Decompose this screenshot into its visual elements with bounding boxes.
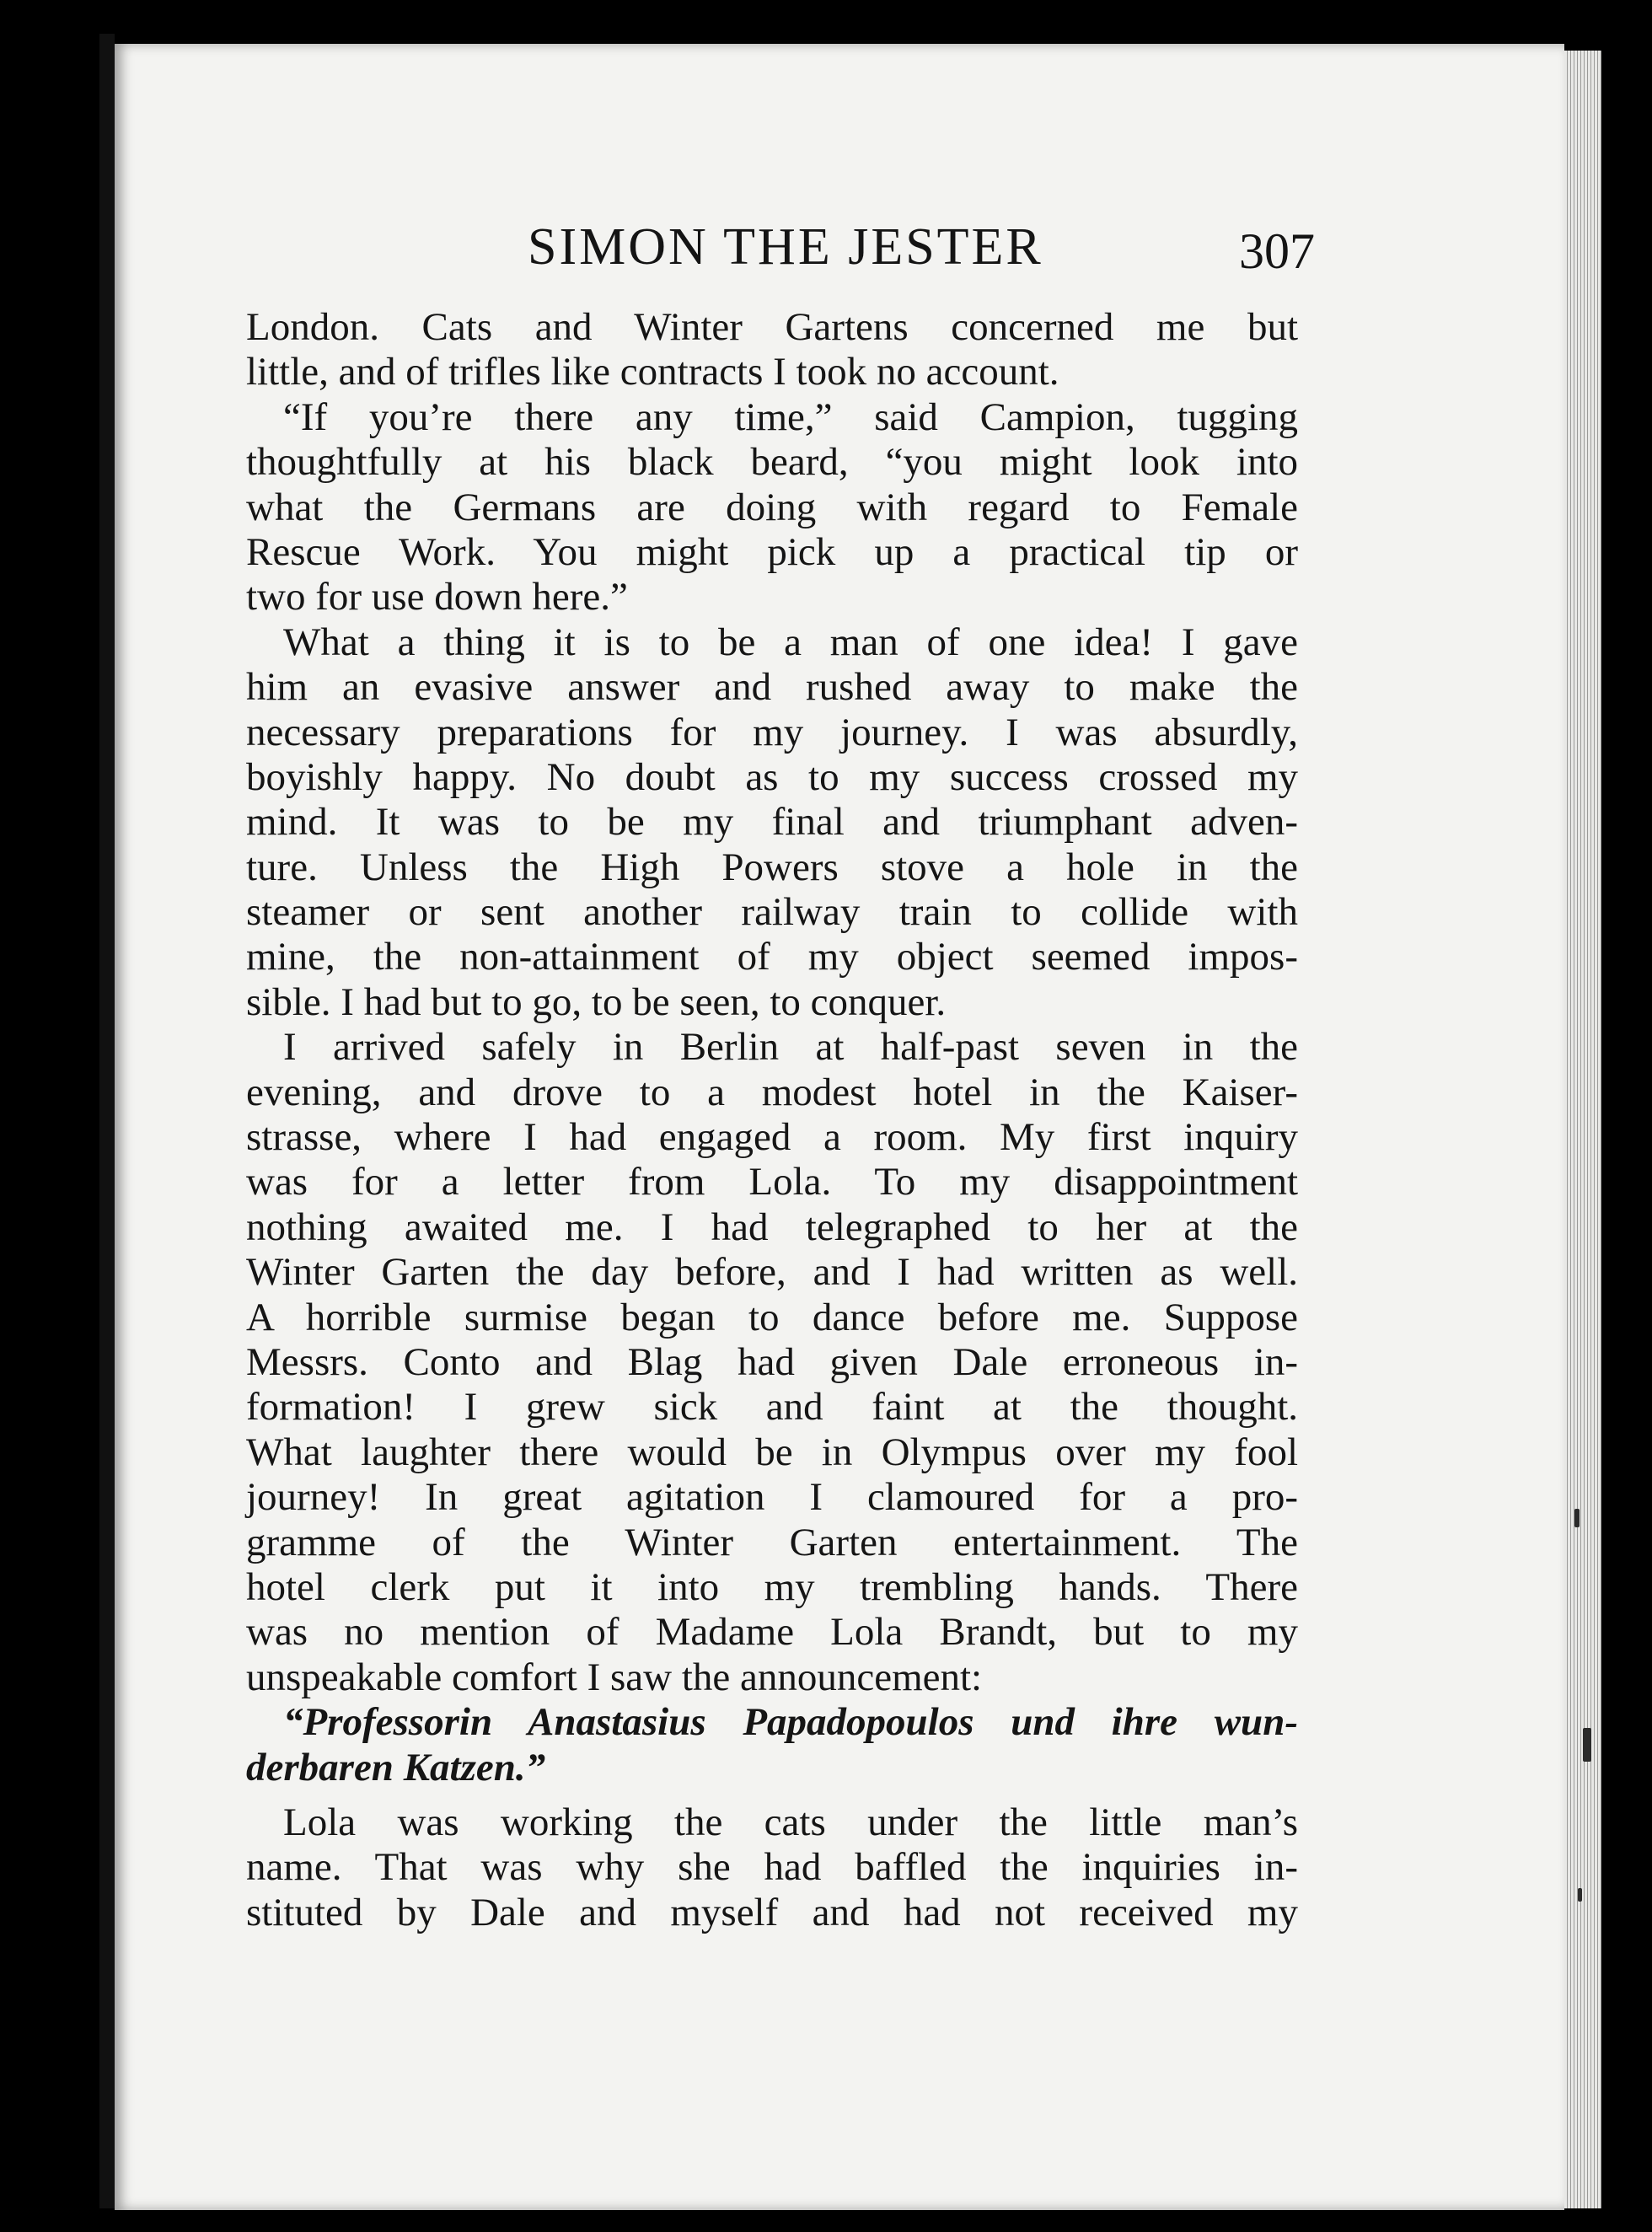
text-line: strasse, where I had engaged a room. My first inquiry bbox=[246, 1115, 1298, 1160]
scan-speck bbox=[1578, 1888, 1582, 1902]
text-line: was for a letter from Lola. To my disappointment bbox=[246, 1160, 1298, 1205]
text-line: two for use down here.” bbox=[246, 575, 628, 620]
book-spine-edge bbox=[99, 34, 115, 2208]
text-line: What laughter there would be in Olympus over my fool bbox=[246, 1430, 1298, 1474]
text-line: A horrible surmise began to dance before me. Suppose bbox=[246, 1295, 1298, 1339]
text-line-quote: derbaren Katzen.” bbox=[246, 1745, 546, 1789]
scan-border-right bbox=[1601, 0, 1652, 2232]
page-number: 307 bbox=[1239, 223, 1315, 279]
text-line: steamer or sent another railway train to collide with bbox=[246, 890, 1298, 935]
text-line: sible. I had but to go, to be seen, to conquer. bbox=[246, 979, 947, 1024]
text-line: mine, the non-attainment of my object seemed impos- bbox=[246, 935, 1298, 979]
text-line: “If you’re there any time,” said Campion, tugging bbox=[283, 394, 1298, 439]
text-line: journey! In great agitation I clamoured for a pro- bbox=[246, 1475, 1298, 1520]
scan-speck bbox=[1583, 1728, 1591, 1762]
text-line: gramme of the Winter Garten entertainment. The bbox=[246, 1520, 1298, 1564]
scan-speck bbox=[1574, 1509, 1580, 1527]
scan-border-top bbox=[0, 0, 1652, 51]
text-line: name. That was why she had baffled the inquiries in- bbox=[246, 1845, 1298, 1890]
text-line: London. Cats and Winter Gartens concerned me but bbox=[246, 305, 1298, 349]
text-line: formation! I grew sick and faint at the thought. bbox=[246, 1385, 1298, 1430]
running-head-title: SIMON THE JESTER bbox=[528, 218, 1043, 276]
text-line: him an evasive answer and rushed away to make the bbox=[246, 665, 1298, 710]
text-line: evening, and drove to a modest hotel in the Kaiser- bbox=[246, 1070, 1298, 1114]
text-line: ture. Unless the High Powers stove a hole in the bbox=[246, 845, 1298, 889]
text-line: was no mention of Madame Lola Brandt, but to my bbox=[246, 1610, 1298, 1655]
text-line: necessary preparations for my journey. I was absurdly, bbox=[246, 710, 1298, 754]
body-text bbox=[246, 305, 1298, 1935]
text-line: Rescue Work. You might pick up a practical tip or bbox=[246, 529, 1298, 574]
text-line: I arrived safely in Berlin at half-past seven in the bbox=[283, 1025, 1298, 1070]
text-line: mind. It was to be my final and triumphant adven- bbox=[246, 800, 1298, 845]
text-line: thoughtfully at his black beard, “you might look into bbox=[246, 440, 1298, 485]
text-line: unspeakable comfort I saw the announcement: bbox=[246, 1655, 983, 1699]
text-line: Messrs. Conto and Blag had given Dale erroneous in- bbox=[246, 1339, 1298, 1384]
text-line: little, and of trifles like contracts I took no account. bbox=[246, 350, 1059, 394]
text-line-quote: “Professorin Anastasius Papadopoulos und ihre wun- bbox=[283, 1700, 1298, 1745]
text-line: What a thing it is to be a man of one idea! I gave bbox=[283, 620, 1298, 664]
text-line: boyishly happy. No doubt as to my success crossed my bbox=[246, 754, 1298, 799]
paragraph-gap bbox=[246, 1790, 1298, 1800]
text-line: stituted by Dale and myself and had not received my bbox=[246, 1890, 1298, 1934]
text-line: Lola was working the cats under the little man’s bbox=[283, 1800, 1298, 1844]
page-edges bbox=[1564, 51, 1601, 2208]
running-head bbox=[253, 211, 1315, 278]
text-line: what the Germans are doing with regard to Female bbox=[246, 485, 1298, 529]
text-line: Winter Garten the day before, and I had written as well. bbox=[246, 1250, 1298, 1295]
text-line: hotel clerk put it into my trembling hands. There bbox=[246, 1564, 1298, 1609]
text-line: nothing awaited me. I had telegraphed to her at the bbox=[246, 1205, 1298, 1249]
